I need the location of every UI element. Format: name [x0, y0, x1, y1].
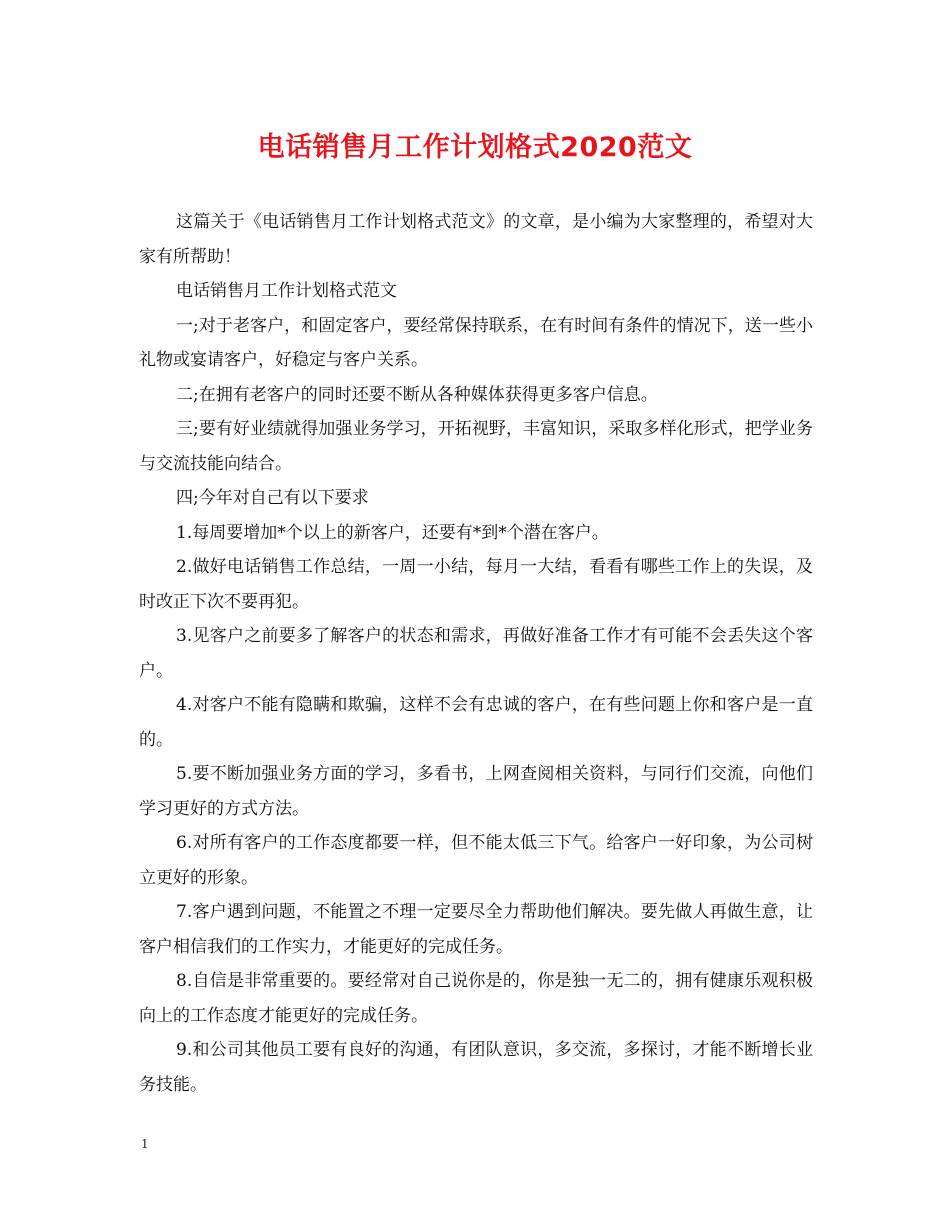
- list-item-7: 7.客户遇到问题，不能置之不理一定要尽全力帮助他们解决。要先做人再做生意，让客户相信我们的工作实力，才能更好的完成任务。: [139, 902, 813, 957]
- paragraph-item-1: 一;对于老客户，和固定客户，要经常保持联系，在有时间有条件的情况下，送一些小礼物或宴请客户，好稳定与客户关系。: [139, 315, 813, 370]
- paragraph-item-4: 四;今年对自己有以下要求: [176, 488, 369, 508]
- paragraph-subtitle: 电话销售月工作计划格式范文: [176, 281, 397, 301]
- list-item-3: 3.见客户之前要多了解客户的状态和需求，再做好准备工作才有可能不会丢失这个客户。: [139, 626, 813, 681]
- paragraph-item-3: 三;要有好业绩就得加强业务学习，开拓视野，丰富知识，采取多样化形式，把学业务与交流技能向结合。: [139, 419, 813, 474]
- document-title: 电话销售月工作计划格式2020范文: [257, 132, 693, 163]
- list-item-5: 5.要不断加强业务方面的学习，多看书，上网查阅相关资料，与同行们交流，向他们学习更好的方式方法。: [139, 764, 813, 819]
- list-item-8: 8.自信是非常重要的。要经常对自己说你是的，你是独一无二的，拥有健康乐观积极向上的工作态度才能更好的完成任务。: [139, 971, 813, 1026]
- list-item-6: 6.对所有客户的工作态度都要一样，但不能太低三下气。给客户一好印象，为公司树立更好的形象。: [139, 833, 813, 888]
- list-item-2: 2.做好电话销售工作总结，一周一小结，每月一大结，看看有哪些工作上的失误，及时改正下次不要再犯。: [139, 557, 813, 612]
- paragraph-intro: 这篇关于《电话销售月工作计划格式范文》的文章，是小编为大家整理的，希望对大家有所帮助！: [139, 212, 813, 267]
- list-item-1: 1.每周要增加*个以上的新客户，还要有*到*个潜在客户。: [176, 522, 609, 543]
- page-number: 1: [141, 1137, 149, 1151]
- paragraph-item-2: 二;在拥有老客户的同时还要不断从各种媒体获得更多客户信息。: [176, 384, 658, 405]
- document-body: [139, 205, 813, 1102]
- list-item-4: 4.对客户不能有隐瞒和欺骗，这样不会有忠诚的客户，在有些问题上你和客户是一直的。: [139, 695, 813, 750]
- list-item-9: 9.和公司其他员工要有良好的沟通，有团队意识，多交流，多探讨，才能不断增长业务技能。: [139, 1040, 813, 1095]
